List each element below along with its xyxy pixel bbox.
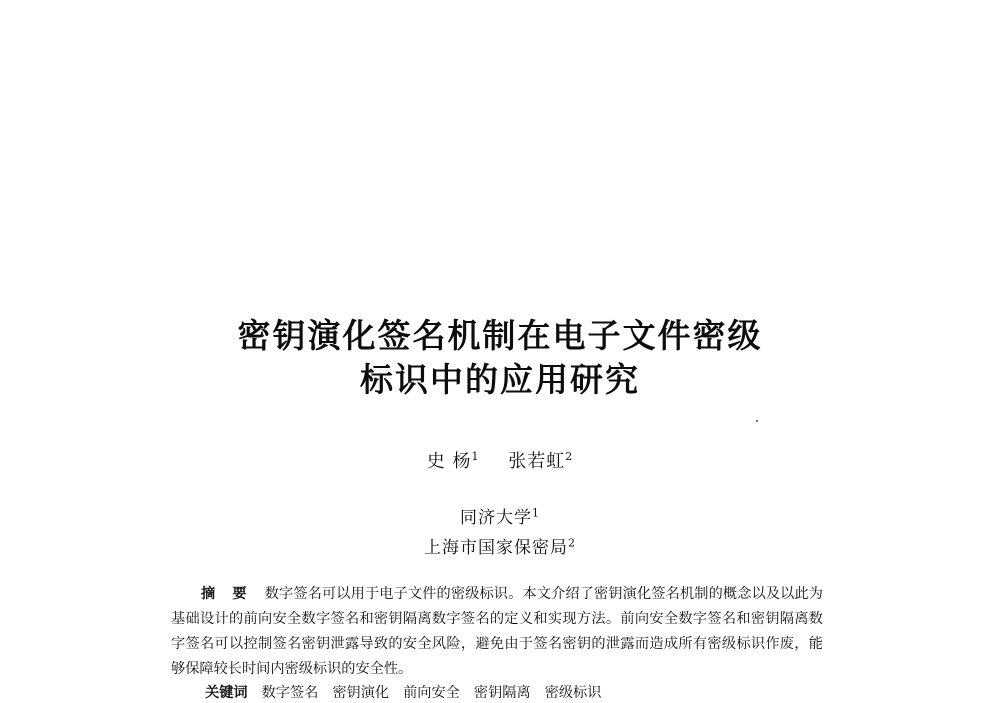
- affiliation-2-mark: 2: [568, 536, 576, 550]
- paper-title-line-2: 标识中的应用研究: [360, 360, 640, 399]
- affiliation-1: [0, 503, 1000, 528]
- paper-title-line-1: 密钥演化签名机制在电子文件密级: [237, 316, 763, 355]
- author-2-affiliation-mark: 2: [565, 450, 574, 463]
- affiliation-2: [0, 533, 1000, 558]
- abstract-label: 摘 要: [201, 586, 253, 602]
- abstract: [171, 582, 823, 682]
- keywords-label: 关键词: [205, 685, 248, 701]
- scan-speck: [756, 420, 758, 422]
- author-1-name: 史 杨: [426, 451, 472, 472]
- author-1-affiliation-mark: 1: [471, 450, 480, 463]
- affiliation-1-name: 同济大学: [460, 508, 532, 528]
- author-2: [508, 447, 573, 473]
- affiliation-1-mark: 1: [532, 506, 540, 520]
- abstract-text: 数字签名可以用于电子文件的密级标识。本文介绍了密钥演化签名机制的概念以及以此为基础设计的前向安全数字签名和密钥隔离数字签名的定义和实现方法。前向安全数字签名和密钥隔离数字签名可以控制签名密钥泄露导致的安全风险，避免由于签名密钥的泄露而造成所有密级标识作废，能够保障较长时间内密级标识的安全性。: [171, 586, 823, 677]
- author-list: [0, 447, 1000, 473]
- keyword: 前向安全: [403, 685, 460, 701]
- affiliation-2-name: 上海市国家保密局: [424, 538, 568, 558]
- author-2-name: 张若虹: [508, 451, 566, 472]
- keyword: 密钥隔离: [473, 685, 531, 701]
- keyword: 数字签名: [261, 685, 319, 701]
- keywords: [205, 683, 615, 703]
- keyword: 密钥演化: [332, 685, 390, 701]
- author-1: [427, 447, 480, 473]
- keyword: 密级标识: [544, 685, 602, 701]
